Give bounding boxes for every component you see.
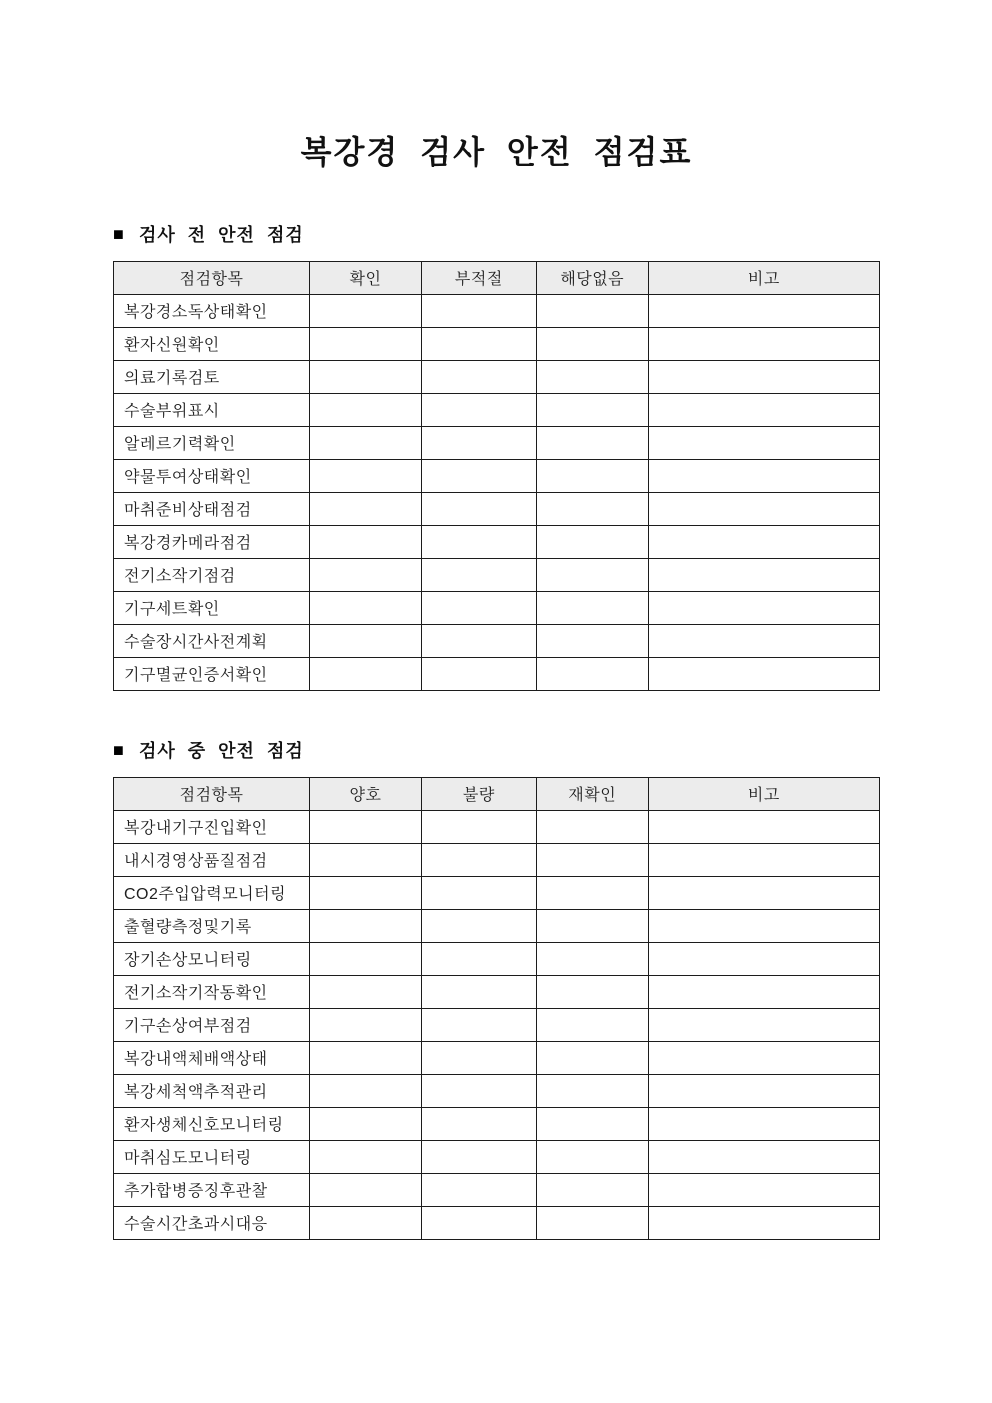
checklist-item-label: 약물투여상태확인 (114, 459, 310, 492)
blank-cell (536, 657, 648, 690)
section-heading-label: 검사 중 안전 점검 (139, 740, 304, 761)
table-row (114, 942, 880, 975)
blank-cell (310, 975, 422, 1008)
table-row (114, 909, 880, 942)
column-header: 비고 (648, 261, 879, 294)
table-row (114, 843, 880, 876)
blank-cell (536, 591, 648, 624)
column-header: 확인 (310, 261, 422, 294)
blank-cell (310, 393, 422, 426)
blank-cell (536, 525, 648, 558)
checklist-item-label: 마취심도모니터링 (114, 1140, 310, 1173)
blank-cell (421, 843, 536, 876)
table-row (114, 294, 880, 327)
blank-cell (421, 426, 536, 459)
column-header: 비고 (648, 777, 879, 810)
blank-cell (536, 942, 648, 975)
blank-cell (536, 459, 648, 492)
blank-cell (310, 327, 422, 360)
blank-cell (310, 876, 422, 909)
checklist-item-label: 전기소작기작동확인 (114, 975, 310, 1008)
blank-cell (421, 624, 536, 657)
checklist-item-label: 출혈량측정및기록 (114, 909, 310, 942)
blank-cell (648, 975, 879, 1008)
blank-cell (648, 558, 879, 591)
table-row (114, 426, 880, 459)
blank-cell (310, 1074, 422, 1107)
blank-cell (648, 909, 879, 942)
blank-cell (310, 810, 422, 843)
blank-cell (421, 558, 536, 591)
blank-cell (421, 360, 536, 393)
blank-cell (536, 426, 648, 459)
table-row (114, 459, 880, 492)
blank-cell (310, 1173, 422, 1206)
section-during-exam (113, 737, 880, 1240)
checklist-item-label: 내시경영상품질점검 (114, 843, 310, 876)
pre-exam-checklist-table (113, 261, 880, 691)
checklist-item-label: 수술부위표시 (114, 393, 310, 426)
blank-cell (536, 1008, 648, 1041)
table-row (114, 1008, 880, 1041)
blank-cell (648, 876, 879, 909)
blank-cell (310, 558, 422, 591)
blank-cell (536, 1107, 648, 1140)
blank-cell (536, 393, 648, 426)
checklist-item-label: 마취준비상태점검 (114, 492, 310, 525)
blank-cell (310, 1206, 422, 1239)
table-row (114, 1041, 880, 1074)
blank-cell (536, 1173, 648, 1206)
blank-cell (310, 843, 422, 876)
column-header: 불량 (421, 777, 536, 810)
section-heading-label: 검사 전 안전 점검 (139, 224, 304, 245)
table-row (114, 624, 880, 657)
table-row (114, 1140, 880, 1173)
checklist-item-label: 복강세척액추적관리 (114, 1074, 310, 1107)
blank-cell (648, 1008, 879, 1041)
checklist-item-label: 수술시간초과시대응 (114, 1206, 310, 1239)
blank-cell (648, 1041, 879, 1074)
blank-cell (648, 1074, 879, 1107)
blank-cell (421, 1074, 536, 1107)
blank-cell (421, 1206, 536, 1239)
blank-cell (421, 525, 536, 558)
blank-cell (648, 393, 879, 426)
blank-cell (310, 1041, 422, 1074)
column-header: 양호 (310, 777, 422, 810)
checklist-item-label: 복강경소독상태확인 (114, 294, 310, 327)
blank-cell (310, 591, 422, 624)
blank-cell (648, 327, 879, 360)
blank-cell (648, 426, 879, 459)
table-row (114, 1206, 880, 1239)
checklist-item-label: 수술장시간사전계획 (114, 624, 310, 657)
blank-cell (648, 843, 879, 876)
blank-cell (648, 525, 879, 558)
blank-cell (310, 657, 422, 690)
checklist-item-label: 복강경카메라점검 (114, 525, 310, 558)
checklist-item-label: 의료기록검토 (114, 360, 310, 393)
blank-cell (648, 1206, 879, 1239)
column-header: 점검항목 (114, 261, 310, 294)
checklist-item-label: 환자생체신호모니터링 (114, 1107, 310, 1140)
blank-cell (310, 525, 422, 558)
table-row (114, 657, 880, 690)
blank-cell (536, 975, 648, 1008)
blank-cell (421, 459, 536, 492)
blank-cell (421, 294, 536, 327)
checklist-item-label: 추가합병증징후관찰 (114, 1173, 310, 1206)
table-row (114, 525, 880, 558)
blank-cell (310, 1008, 422, 1041)
blank-cell (648, 624, 879, 657)
blank-cell (648, 591, 879, 624)
blank-cell (536, 1041, 648, 1074)
section-heading-pre-exam (113, 221, 880, 247)
checklist-item-label: CO2주입압력모니터링 (114, 876, 310, 909)
blank-cell (536, 558, 648, 591)
blank-cell (648, 459, 879, 492)
table-row (114, 1074, 880, 1107)
blank-cell (648, 1173, 879, 1206)
checklist-item-label: 기구세트확인 (114, 591, 310, 624)
section-heading-during-exam (113, 737, 880, 763)
table-row (114, 1173, 880, 1206)
black-square-icon: ■ (113, 739, 125, 760)
blank-cell (536, 360, 648, 393)
blank-cell (421, 1041, 536, 1074)
blank-cell (536, 327, 648, 360)
blank-cell (310, 942, 422, 975)
checklist-item-label: 기구멸균인증서확인 (114, 657, 310, 690)
blank-cell (421, 1008, 536, 1041)
blank-cell (536, 624, 648, 657)
blank-cell (310, 909, 422, 942)
blank-cell (421, 657, 536, 690)
during-exam-checklist-table (113, 777, 880, 1240)
checklist-item-label: 기구손상여부점검 (114, 1008, 310, 1041)
checklist-item-label: 복강내기구진입확인 (114, 810, 310, 843)
blank-cell (310, 459, 422, 492)
checklist-item-label: 복강내액체배액상태 (114, 1041, 310, 1074)
blank-cell (310, 360, 422, 393)
blank-cell (421, 1140, 536, 1173)
table-row (114, 810, 880, 843)
table-row (114, 591, 880, 624)
blank-cell (648, 657, 879, 690)
blank-cell (421, 591, 536, 624)
blank-cell (648, 360, 879, 393)
table-row (114, 393, 880, 426)
column-header: 재확인 (536, 777, 648, 810)
blank-cell (648, 942, 879, 975)
blank-cell (421, 909, 536, 942)
blank-cell (536, 1206, 648, 1239)
column-header: 점검항목 (114, 777, 310, 810)
blank-cell (421, 327, 536, 360)
blank-cell (421, 1173, 536, 1206)
checklist-item-label: 알레르기력확인 (114, 426, 310, 459)
blank-cell (310, 1107, 422, 1140)
blank-cell (421, 876, 536, 909)
section-pre-exam (113, 221, 880, 691)
table-row (114, 975, 880, 1008)
blank-cell (536, 843, 648, 876)
blank-cell (648, 1107, 879, 1140)
column-header: 해당없음 (536, 261, 648, 294)
blank-cell (536, 876, 648, 909)
blank-cell (536, 810, 648, 843)
table-row (114, 360, 880, 393)
checklist-item-label: 장기손상모니터링 (114, 942, 310, 975)
black-square-icon: ■ (113, 223, 125, 244)
table-row (114, 876, 880, 909)
checklist-item-label: 전기소작기점검 (114, 558, 310, 591)
blank-cell (648, 810, 879, 843)
blank-cell (310, 426, 422, 459)
table-header-row (114, 261, 880, 294)
table-header-row (114, 777, 880, 810)
blank-cell (421, 1107, 536, 1140)
blank-cell (310, 294, 422, 327)
blank-cell (310, 492, 422, 525)
blank-cell (310, 624, 422, 657)
table-row (114, 492, 880, 525)
blank-cell (536, 1140, 648, 1173)
blank-cell (421, 942, 536, 975)
blank-cell (536, 492, 648, 525)
table-row (114, 327, 880, 360)
blank-cell (421, 393, 536, 426)
checklist-item-label: 환자신원확인 (114, 327, 310, 360)
blank-cell (536, 294, 648, 327)
blank-cell (310, 1140, 422, 1173)
table-row (114, 1107, 880, 1140)
blank-cell (648, 492, 879, 525)
blank-cell (648, 294, 879, 327)
blank-cell (421, 492, 536, 525)
column-header: 부적절 (421, 261, 536, 294)
blank-cell (536, 1074, 648, 1107)
table-row (114, 558, 880, 591)
blank-cell (421, 975, 536, 1008)
blank-cell (536, 909, 648, 942)
blank-cell (421, 810, 536, 843)
blank-cell (648, 1140, 879, 1173)
page-title: 복강경 검사 안전 점검표 (300, 134, 693, 170)
